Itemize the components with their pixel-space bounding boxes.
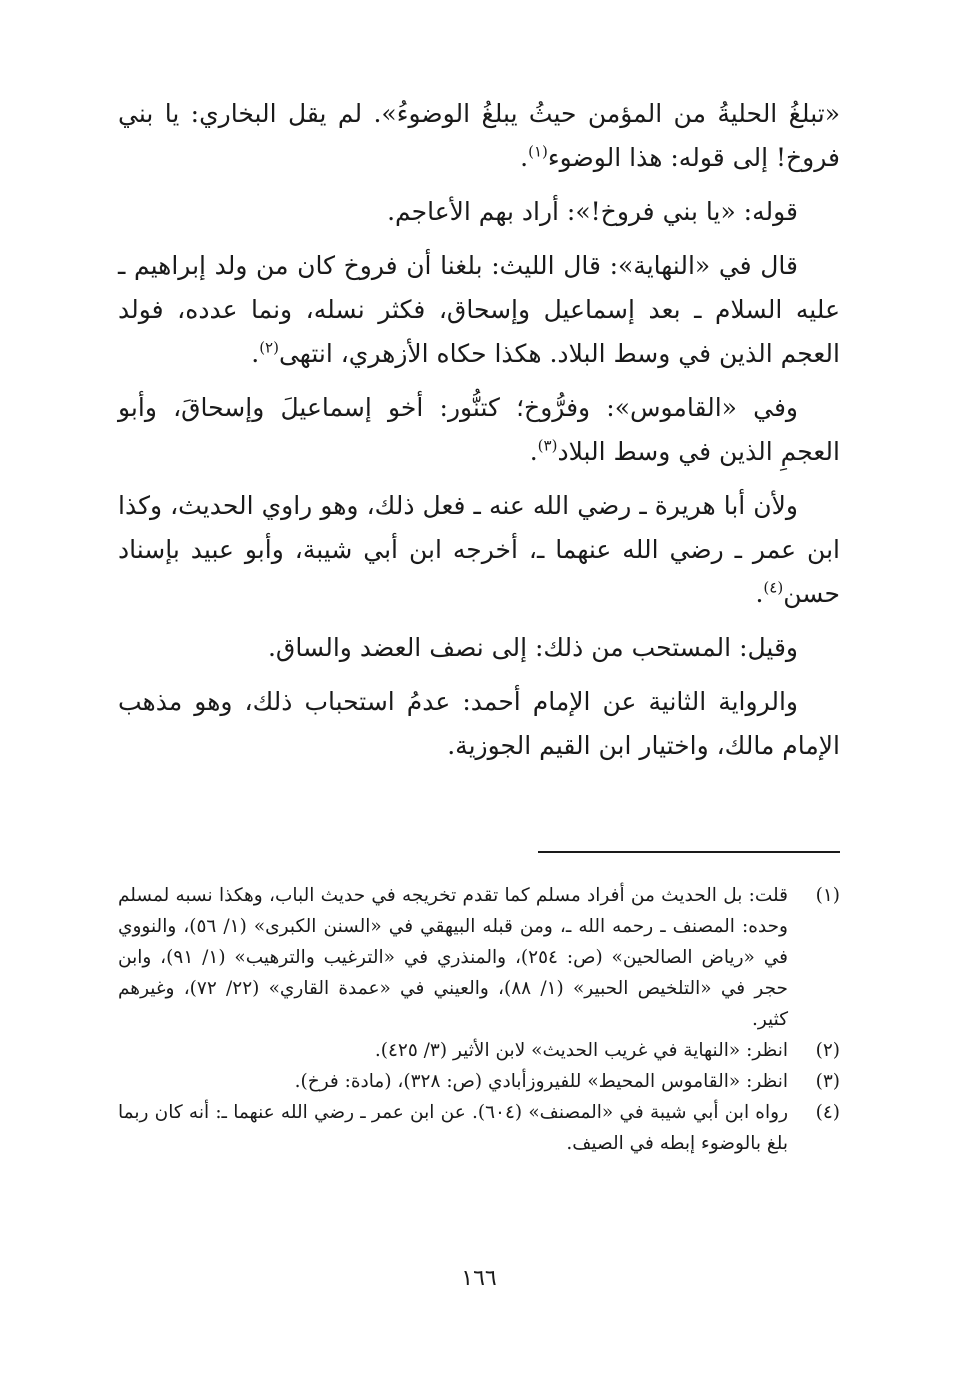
footnote-text: رواه ابن أبي شيبة في «المصنف» (٦٠٤). عن ابن عمر ـ رضي الله عنهما ـ: أنه كان ربما بلغ بالوضوء إبطه في الصيف. (118, 1102, 789, 1154)
footnote-number: (١) (815, 885, 840, 906)
footnote-ref-4[interactable]: (٤) (763, 578, 784, 597)
footnote-text: قلت: بل الحديث من أفراد مسلم كما تقدم تخريجه في حديث الباب، وهكذا نسبه لمسلم وحده: المصنف ـ رحمه الله ـ، ومن قبله البيهقي في «السنن الكبرى» (١/ ٥٦)، والنووي في «رياض الصالحين» (ص: ٢٥٤)، والمنذري في «الترغيب والترهيب» (١/ ٩١)، وابن حجر في «التلخيص الحبير» (١/ ٨٨)، والعيني في «عمدة القاري» (٢٢/ ٧٢)، وغيرهم كثير. (118, 885, 788, 1030)
page-number: ١٦٦ (461, 1266, 497, 1291)
paragraph-second-narration: والرواية الثانية عن الإمام أحمد: عدمُ استحباب ذلك، وهو مذهب الإمام مالك، واختيار ابن القيم الجوزية. (118, 687, 840, 760)
footnote-2 (118, 1035, 840, 1066)
paragraph-mustahab: وقيل: المستحب من ذلك: إلى نصف العضد والساق. (267, 633, 798, 662)
footnote-number: (٤) (815, 1102, 840, 1123)
footnotes-section (118, 880, 840, 1159)
footnote-text: انظر: «القاموس المحيط» للفيروزأبادي (ص: ٣٢٨)، (مادة: فرخ). (294, 1071, 788, 1092)
footnote-text: انظر: «النهاية في غريب الحديث» لابن الأثير (٣/ ٤٢٥). (374, 1040, 788, 1061)
paragraph-hadith-quote: «تبلغُ الحليةُ من المؤمن حيثُ يبلغُ الوضوءُ». لم يقل البخاري: يا بني فروخ! إلى قوله: هذا الوضوء$^{(١)}$. (118, 99, 840, 172)
paragraph-abu-hurayra: ولأن أبا هريرة ـ رضي الله عنه ـ فعل ذلك، وهو راوي الحديث، وكذا ابن عمر ـ رضي الله عنهما ـ، أخرجه ابن أبي شيبة، وأبو عبيد بإسناد حسن$^{(٤)}$. (118, 491, 840, 608)
footnote-separator (538, 851, 840, 853)
paragraph-farrukh-meaning: قوله: «يا بني فروخ!»: أراد بهم الأعاجم. (387, 197, 798, 226)
footnote-ref-1[interactable]: (١) (528, 142, 548, 161)
main-text-body (118, 92, 840, 778)
footnote-number: (٣) (815, 1071, 840, 1092)
footnote-ref-3[interactable]: (٣) (537, 436, 558, 455)
paragraph-nihaya: قال في «النهاية»: قال الليث: بلغنا أن فروخ كان من ولد إبراهيم ـ عليه السلام ـ بعد إسماعيل وإسحاق، فكثر نسله، ونما عدده، فولد العجم الذين في وسط البلاد. هكذا حكاه الأزهري، انتهى$^{(٢)}$. (118, 251, 840, 368)
footnote-ref-2[interactable]: (٢) (259, 338, 279, 357)
paragraph-qamus: وفي «القاموس»: وفرُّوخ؛ كتنُّور: أخو إسماعيلَ وإسحاقَ، وأبو العجمِ الذين في وسط البلاد$^{(٣)}$. (118, 393, 840, 466)
footnote-3 (118, 1066, 840, 1097)
footnote-number: (٢) (815, 1040, 840, 1061)
footnote-4 (118, 1097, 840, 1159)
footnote-1 (118, 880, 840, 1035)
